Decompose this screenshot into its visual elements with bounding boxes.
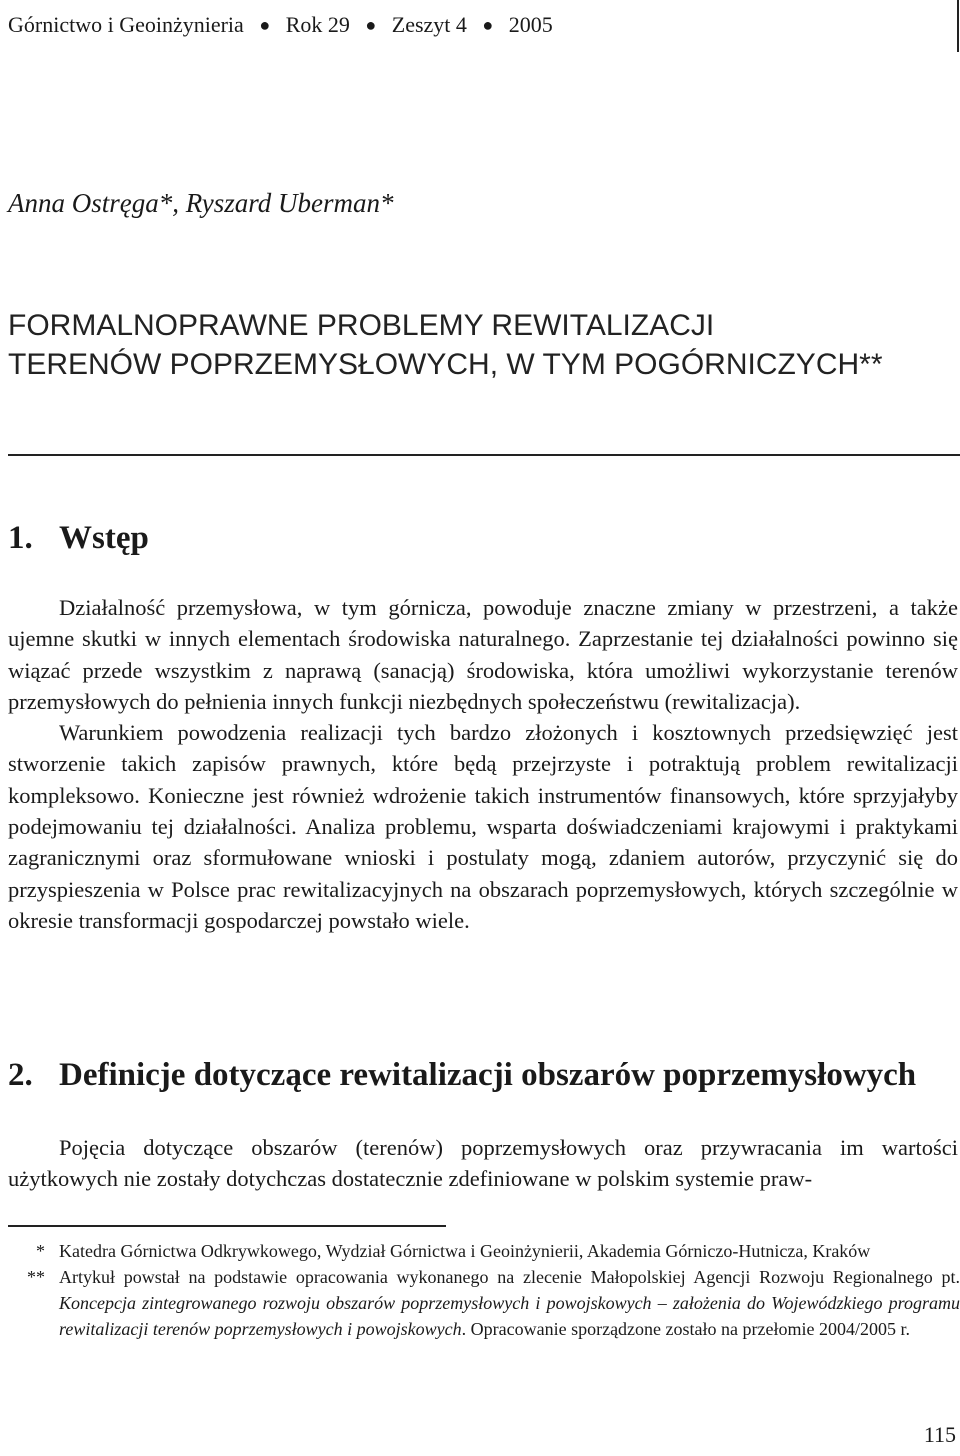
bullet-separator: ● [259,15,271,35]
header-rule [957,0,959,52]
paragraph: Pojęcia dotyczące obszarów (terenów) poprzemysłowych oraz przywracania im wartości użytkowych nie zostały dotychczas dostatecznie zdefiniowane w polskim systemie praw- [8,1135,958,1192]
journal-name: Górnictwo i Geoinżynieria [8,12,244,37]
section-number: 1. [8,520,33,556]
footnote-text-after: . Opracowanie sporządzone zostało na przełomie 2004/2005 r. [461,1319,910,1339]
footnote-text [59,1264,960,1342]
section-title: Wstęp [59,520,149,556]
footnotes [8,1238,960,1342]
publication-year: 2005 [508,12,553,37]
paragraph: Warunkiem powodzenia realizacji tych bardzo złożonych i kosztownych przedsięwzięć jest stworzenie takich zapisów prawnych, które będą przejrzyste i potraktują problem rewitalizacji kompleksowo. Konieczne jest również wdrożenie takich instrumentów finansowych, które sprzyjałyby podejmowaniu tej działalności. Analiza problemu, wsparta doświadczeniami krajowymi i praktykami zagranicznymi oraz sformułowane wnioski i postulaty mogą, zdaniem autorów, przyczynić się do przyspieszenia w Polsce prac rewitalizacyjnych na obszarach poprzemysłowych, których szczególnie w okresie transformacji gospodarczej powstało wiele. [8,720,958,933]
footnote-mark: ** [27,1267,45,1287]
paragraph: Działalność przemysłowa, w tym górnicza, powoduje znaczne zmiany w przestrzeni, a także ujemne skutki w innych elementach środowiska naturalnego. Zaprzestanie tej działalności powinno się wiązać przede wszystkim z naprawą (sanacją) środowiska, która umożliwi wykorzystanie terenów przemysłowych do pełnienia innych funkcji niezbędnych społeczeństwu (rewitalizacja). [8,595,958,714]
footnote [8,1264,960,1342]
section-heading-1 [8,520,149,557]
footnote-text: Katedra Górnictwa Odkrywkowego, Wydział Górnictwa i Geoinżynierii, Akademia Górniczo-Hutnicza, Kraków [59,1241,871,1261]
title-separator-rule [8,454,960,456]
footnote-rule [8,1225,446,1227]
footnote [8,1238,960,1264]
bullet-separator: ● [482,15,494,35]
section-number: 2. [8,1057,33,1093]
title-line-1: FORMALNOPRAWNE PROBLEMY REWITALIZACJI [8,309,715,342]
running-header [8,12,553,38]
footnote-text-italic: Koncepcja zintegrowanego rozwoju obszarów poprzemysłowych i powojskowych – założenia do Wojewódzkiego programu rewitalizacji terenów poprzemysłowych i powojskowych [59,1293,960,1339]
section-heading-2 [8,1057,916,1094]
title-line-2: TERENÓW POPRZEMYSŁOWYCH, W TYM POGÓRNICZYCH** [8,348,883,381]
section-1-body [8,592,958,936]
section-2-body [8,1132,958,1195]
page-number: 115 [923,1422,956,1447]
bullet-separator: ● [365,15,377,35]
article-title [8,306,883,384]
issue-label: Zeszyt 4 [391,12,467,37]
section-title: Definicje dotyczące rewitalizacji obszarów poprzemysłowych [59,1057,917,1093]
footnote-mark: * [36,1241,45,1261]
year-label: Rok 29 [285,12,350,37]
authors: Anna Ostręga*, Ryszard Uberman* [8,188,394,218]
footnote-text-before: Artykuł powstał na podstawie opracowania wykonanego na zlecenie Małopolskiej Agencji Rozwoju Regionalnego pt. [59,1267,960,1287]
